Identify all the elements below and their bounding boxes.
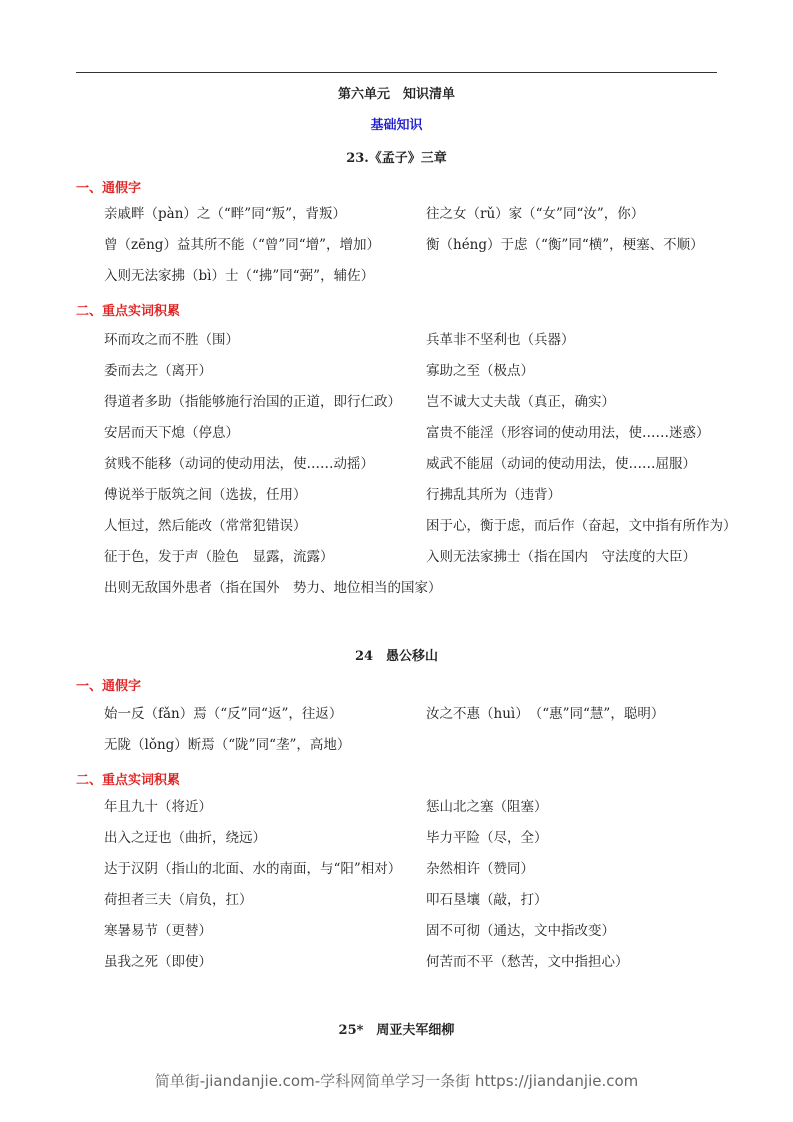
item-right: 惩山北之塞（阻塞） [426,799,548,815]
list-row [104,423,764,454]
list-row [104,392,764,423]
list-row [104,204,764,235]
item-right: 何苦而不平（愁苦，文中指担心） [426,954,629,970]
list-row [104,735,764,766]
list-row [104,235,764,266]
item-list [104,797,764,983]
section-heading: 二、重点实词积累 [76,304,181,319]
list-row [104,890,764,921]
item-right: 往之女（rǔ）家（“女”同“汝”，你） [426,206,645,222]
lesson-title: 24 愚公移山 [354,649,439,664]
item-left: 安居而天下熄（停息） [104,425,239,441]
item-left: 征于色，发于声（脸色 显露，流露） [104,549,334,565]
item-right: 困于心，衡于虑，而后作（奋起，文中指有所作为） [426,518,737,534]
item-left: 寒暑易节（更替） [104,923,212,939]
item-left: 人恒过，然后能改（常常犯错误） [104,518,307,534]
item-right: 威武不能屈（动词的使动用法，使……屈服） [426,456,696,472]
item-left: 入则无法家拂（bì）士（“拂”同“弼”，辅佐） [104,268,375,284]
list-row [104,704,764,735]
list-row [104,578,764,609]
item-left: 傅说举于版筑之间（选拔，任用） [104,487,307,503]
item-right: 杂然相许（赞同） [426,861,534,877]
section-heading: 二、重点实词积累 [76,773,181,788]
list-row [104,921,764,952]
item-list [104,330,764,609]
item-left: 委而去之（离开） [104,363,212,379]
lesson-title: 23.《孟子》三章 [346,151,447,166]
item-right: 衡（héng）于虑（“衡”同“横”，梗塞、不顺） [426,237,704,253]
item-left: 无陇（lǒng）断焉（“陇”同“垄”，高地） [104,737,351,753]
item-right: 入则无法家拂士（指在国内 守法度的大臣） [426,549,696,565]
item-left: 虽我之死（即使） [104,954,212,970]
item-right: 寡助之至（极点） [426,363,534,379]
item-right: 毕力平险（尽，全） [426,830,548,846]
list-row [104,266,764,297]
list-row [104,547,764,578]
item-right: 富贵不能淫（形容词的使动用法，使……迷惑） [426,425,710,441]
list-row [104,330,764,361]
item-right: 叩石垦壤（敲，打） [426,892,548,908]
item-right: 岂不诚大丈夫哉（真正，确实） [426,394,615,410]
list-row [104,952,764,983]
list-row [104,454,764,485]
item-left: 贫贱不能移（动词的使动用法，使……动摇） [104,456,374,472]
page-title: 第六单元 知识清单 [337,87,455,102]
item-right: 汝之不惠（huì） （“惠”同“慧”，聪明） [426,706,665,722]
list-row [104,485,764,516]
item-left: 始一反（fǎn）焉（“反”同“返”，往返） [104,706,343,722]
item-left: 得道者多助（指能够施行治国的正道，即行仁政） [104,394,401,410]
item-list [104,704,764,766]
item-list [104,204,764,297]
section-heading: 一、通假字 [76,181,142,196]
item-right: 行拂乱其所为（违背） [426,487,561,503]
item-left: 环而攻之而不胜（围） [104,332,239,348]
item-left: 出入之迂也（曲折，绕远） [104,830,266,846]
list-row [104,361,764,392]
list-row [104,859,764,890]
footer-watermark: 简单街-jiandanjie.com-学科网简单学习一条街 https://jiandanjie.com [154,1072,639,1090]
list-row [104,828,764,859]
list-row [104,516,764,547]
item-left: 亲戚畔（pàn）之（“畔”同“叛”，背叛） [104,206,346,222]
item-left: 年且九十（将近） [104,799,212,815]
item-right: 兵革非不坚利也（兵器） [426,332,575,348]
header-rule [76,72,717,73]
lesson-title: 25* 周亚夫军细柳 [338,1023,455,1038]
item-left: 出则无敌国外患者（指在国外 势力、地位相当的国家） [104,580,442,596]
item-left: 曾（zēng）益其所不能（“曾”同“增”，增加） [104,237,381,253]
list-row [104,797,764,828]
item-right: 固不可彻（通达，文中指改变） [426,923,615,939]
subtitle: 基础知识 [370,118,423,133]
section-heading: 一、通假字 [76,679,142,694]
item-left: 荷担者三夫（肩负，扛） [104,892,253,908]
item-left: 达于汉阴（指山的北面、水的南面，与“阳”相对） [104,861,402,877]
